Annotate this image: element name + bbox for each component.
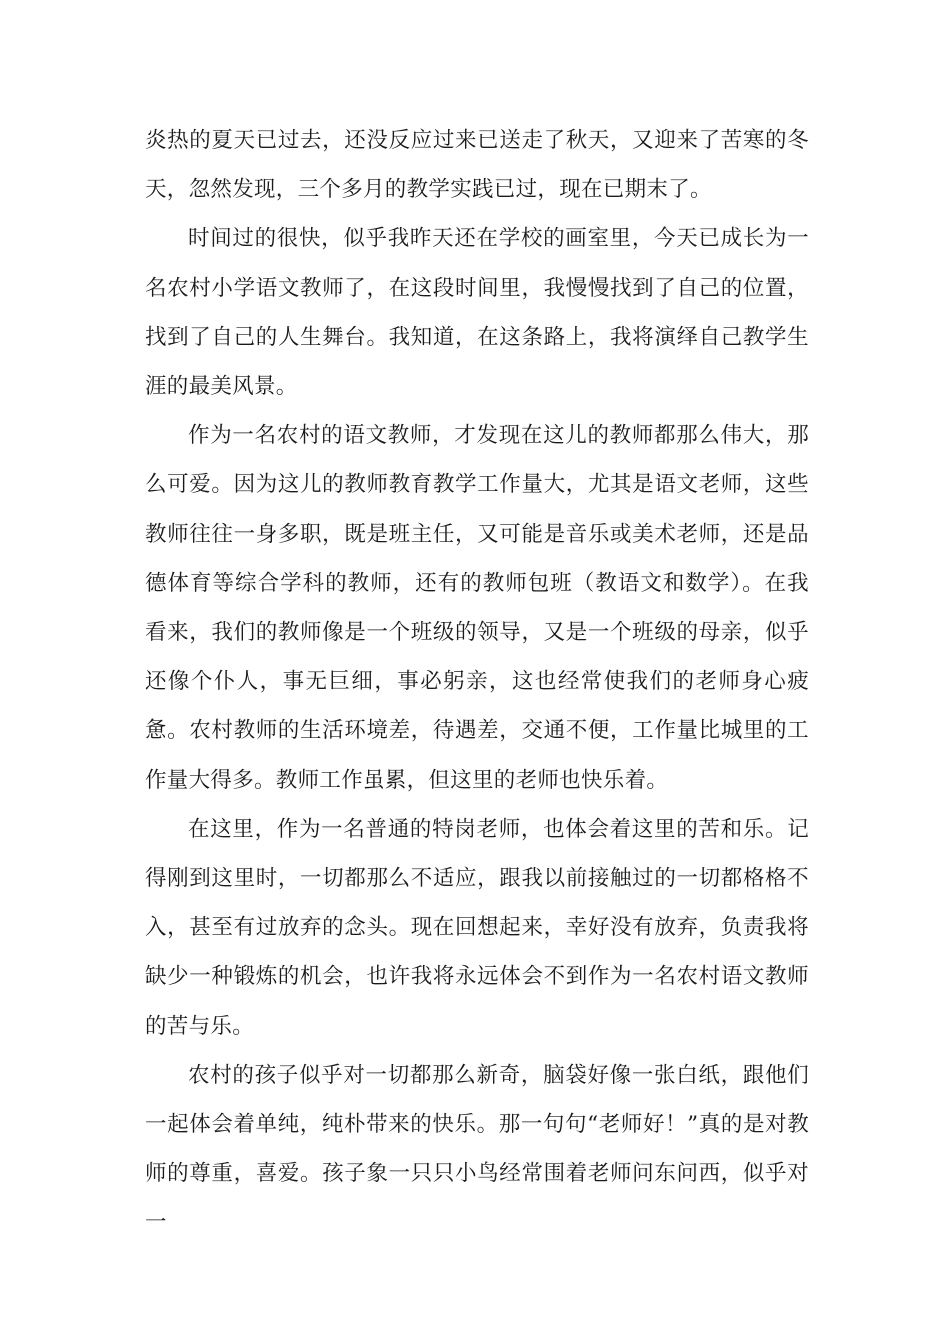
document-body [145, 116, 809, 1248]
paragraph-5: 农村的孩子似乎对一切都那么新奇，脑袋好像一张白纸，跟他们一起体会着单纯，纯朴带来的快乐。那一句句“老师好！”真的是对教师的尊重，喜爱。孩子象一只只小鸟经常围着老师问东问西，似乎对一 [145, 1062, 809, 1236]
paragraph-1: 炎热的夏天已过去，还没反应过来已送走了秋天，又迎来了苦寒的冬天，忽然发现，三个多月的教学实践已过，现在已期末了。 [145, 128, 809, 203]
paragraph-2: 时间过的很快，似乎我昨天还在学校的画室里，今天已成长为一名农村小学语文教师了，在这段时间里，我慢慢找到了自己的位置，找到了自己的人生舞台。我知道，在这条路上，我将演绎自己教学生涯的最美风景。 [145, 226, 809, 400]
paragraph-4: 在这里，作为一名普通的特岗老师，也体会着这里的苦和乐。记得刚到这里时，一切都那么不适应，跟我以前接触过的一切都格格不入，甚至有过放弃的念头。现在回想起来，幸好没有放弃，负责我将缺少一种锻炼的机会，也许我将永远体会不到作为一名农村语文教师的苦与乐。 [145, 816, 809, 1039]
paragraph-3: 作为一名农村的语文教师，才发现在这儿的教师都那么伟大，那么可爱。因为这儿的教师教育教学工作量大，尤其是语文老师，这些教师往往一身多职，既是班主任，又可能是音乐或美术老师，还是品德体育等综合学科的教师，还有的教师包班（教语文和数学）。在我看来，我们的教师像是一个班级的领导，又是一个班级的母亲，似乎还像个仆人，事无巨细，事必躬亲，这也经常使我们的老师身心疲惫。农村教师的生活环境差，待遇差，交通不便，工作量比城里的工作量大得多。教师工作虽累，但这里的老师也快乐着。 [145, 423, 809, 793]
